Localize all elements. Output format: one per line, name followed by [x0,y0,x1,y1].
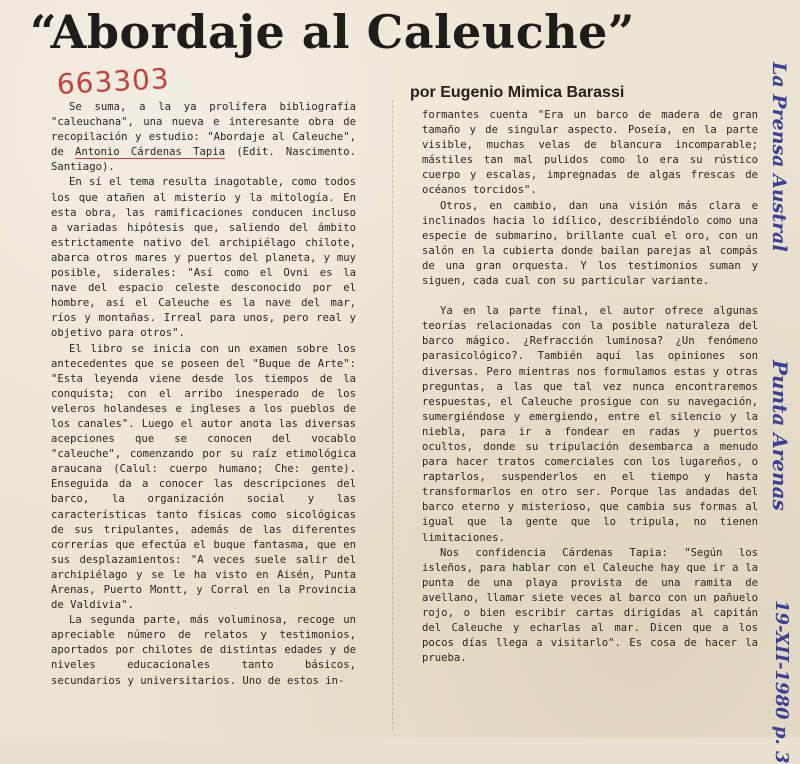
headline: “Abordaje al Caleuche” [30,5,635,59]
handwritten-date: 19-XII-1980 [771,600,792,720]
handwritten-page: p. 3 [771,725,792,764]
handwritten-clip-number: 663303 [56,62,171,101]
handwritten-publication-note: La Prensa Austral [768,62,790,252]
article-column-left [51,100,356,732]
paragraph-text: Se suma, a la ya prolífera bibliografía "caleuchana", una nueva e interesante obra de recopilación y estudio: "Abordaje al Caleuche", de [51,101,356,159]
paragraph: El libro se inicia con un examen sobre los antecedentes que se poseen del "Buque de Arte": "Esta leyenda viene desde los tiempos de la conquista; con el arribo inesperado de los veleros holandeses e ingleses a los pueblos de los canales". Luego el autor anota las diversas acepciones que se conocen del vocablo "caleuche", comenzando por su raíz etimológica araucana (Calul: cuerpo humano; Che: gente). Enseguida da a conocer las descripciones del barco, la organización social y las características tanto físicas como sicológicas de sus tripulantes, además de las diferentes correrías que efectúa el buque fantasma, que en sus desplazamientos: "A veces suele salir del archipiélago y se le ha visto en Aisén, Punta Arenas, Puerto Montt, y Corral en la Provincia de Valdivia". [51,342,356,612]
column-divider [392,100,393,730]
paragraph: Otros, en cambio, dan una visión más clara e inclinados hacia lo idílico, describiéndolo como una especie de submarino, brillante cual el oro, con un salón en la cubierta donde bailan parejas al compás de una gran orquesta. Y los testimonios suman y siguen, cada cual con su particular variante. [422,199,758,288]
handwritten-date-note [771,600,792,764]
paragraph: formantes cuenta "Era un barco de madera de gran tamaño y de singular aspecto. Poseía, en la parte visible, muchas velas de blancura incomparable; mástiles tan mal pulidos como lo era su rústico cuerpo y escalas, impregnadas de algas frescas de océanos torcidos". [422,109,758,197]
paragraph: En sí el tema resulta inagotable, como todos los que atañen al misterio y la mitología. En esta obra, las ramificaciones conducen incluso a variadas hipótesis que, saliendo del ámbito estrictamente nativo del archipiélago chilote, abarca otros mares y puertos del planeta, y muy posible, siderales: "Así como el Ovni es la nave del espacio celeste desconocido por el hombre, así el Caleuche es la nave del mar, ríos y montañas. Irreal para unos, pero real y objetivo para otros". [51,176,356,340]
article-column-right [422,108,758,722]
paragraph [51,100,356,175]
author-name-underlined: Antonio Cárdenas Tapia [75,146,226,159]
byline: por Eugenio Mimica Barassi [410,84,625,101]
paragraph: Ya en la parte final, el autor ofrece algunas teorías relacionadas con la posible naturaleza del barco mágico. ¿Refracción luminosa? ¿Un fenómeno parasicológico?. También aquí las opiniones son diversas. Pero mientras nos formulamos estas y otras preguntas, a las que tal vez nunca encontraremos respuestas, el Caleuche prosigue con su navegación, sumergiéndose y emergiendo, entre el silencio y la niebla, para ir a fondear en radas y puertos ocultos, donde su tripulación desembarca a menudo para hacer tratos comerciales con los lugareños, o raptarlos, suspenderlos en el tiempo y hasta transformarlos en otro ser. Porque las andadas del barco eterno y misterioso, que cambia sus formas al igual que la gente que lo tripula, no tienen limitaciones. [422,305,758,544]
paragraph: Nos confidencia Cárdenas Tapia: "Según los isleños, para hablar con el Caleuche hay que ir a la punta de una playa provista de una ramita de avellano, llamar siete veces al barco con un pañuelo rojo, o bien escribir cartas dirigidas al capitán del Caleuche y echarlas al mar. Dicen que a los pocos días llega a visitarlo". Es cosa de hacer la prueba. [422,546,758,665]
handwritten-place-note: Punta Arenas [768,360,792,511]
paragraph: La segunda parte, más voluminosa, recoge un apreciable número de relatos y testimonios, aportados por chilotes de distintas edades y de niveles educacionales tanto básicos, secundarios y universitarios. Uno de estos in- [51,614,356,687]
paragraph-text: (Edit. Nascimento. Santiago). [51,146,356,174]
